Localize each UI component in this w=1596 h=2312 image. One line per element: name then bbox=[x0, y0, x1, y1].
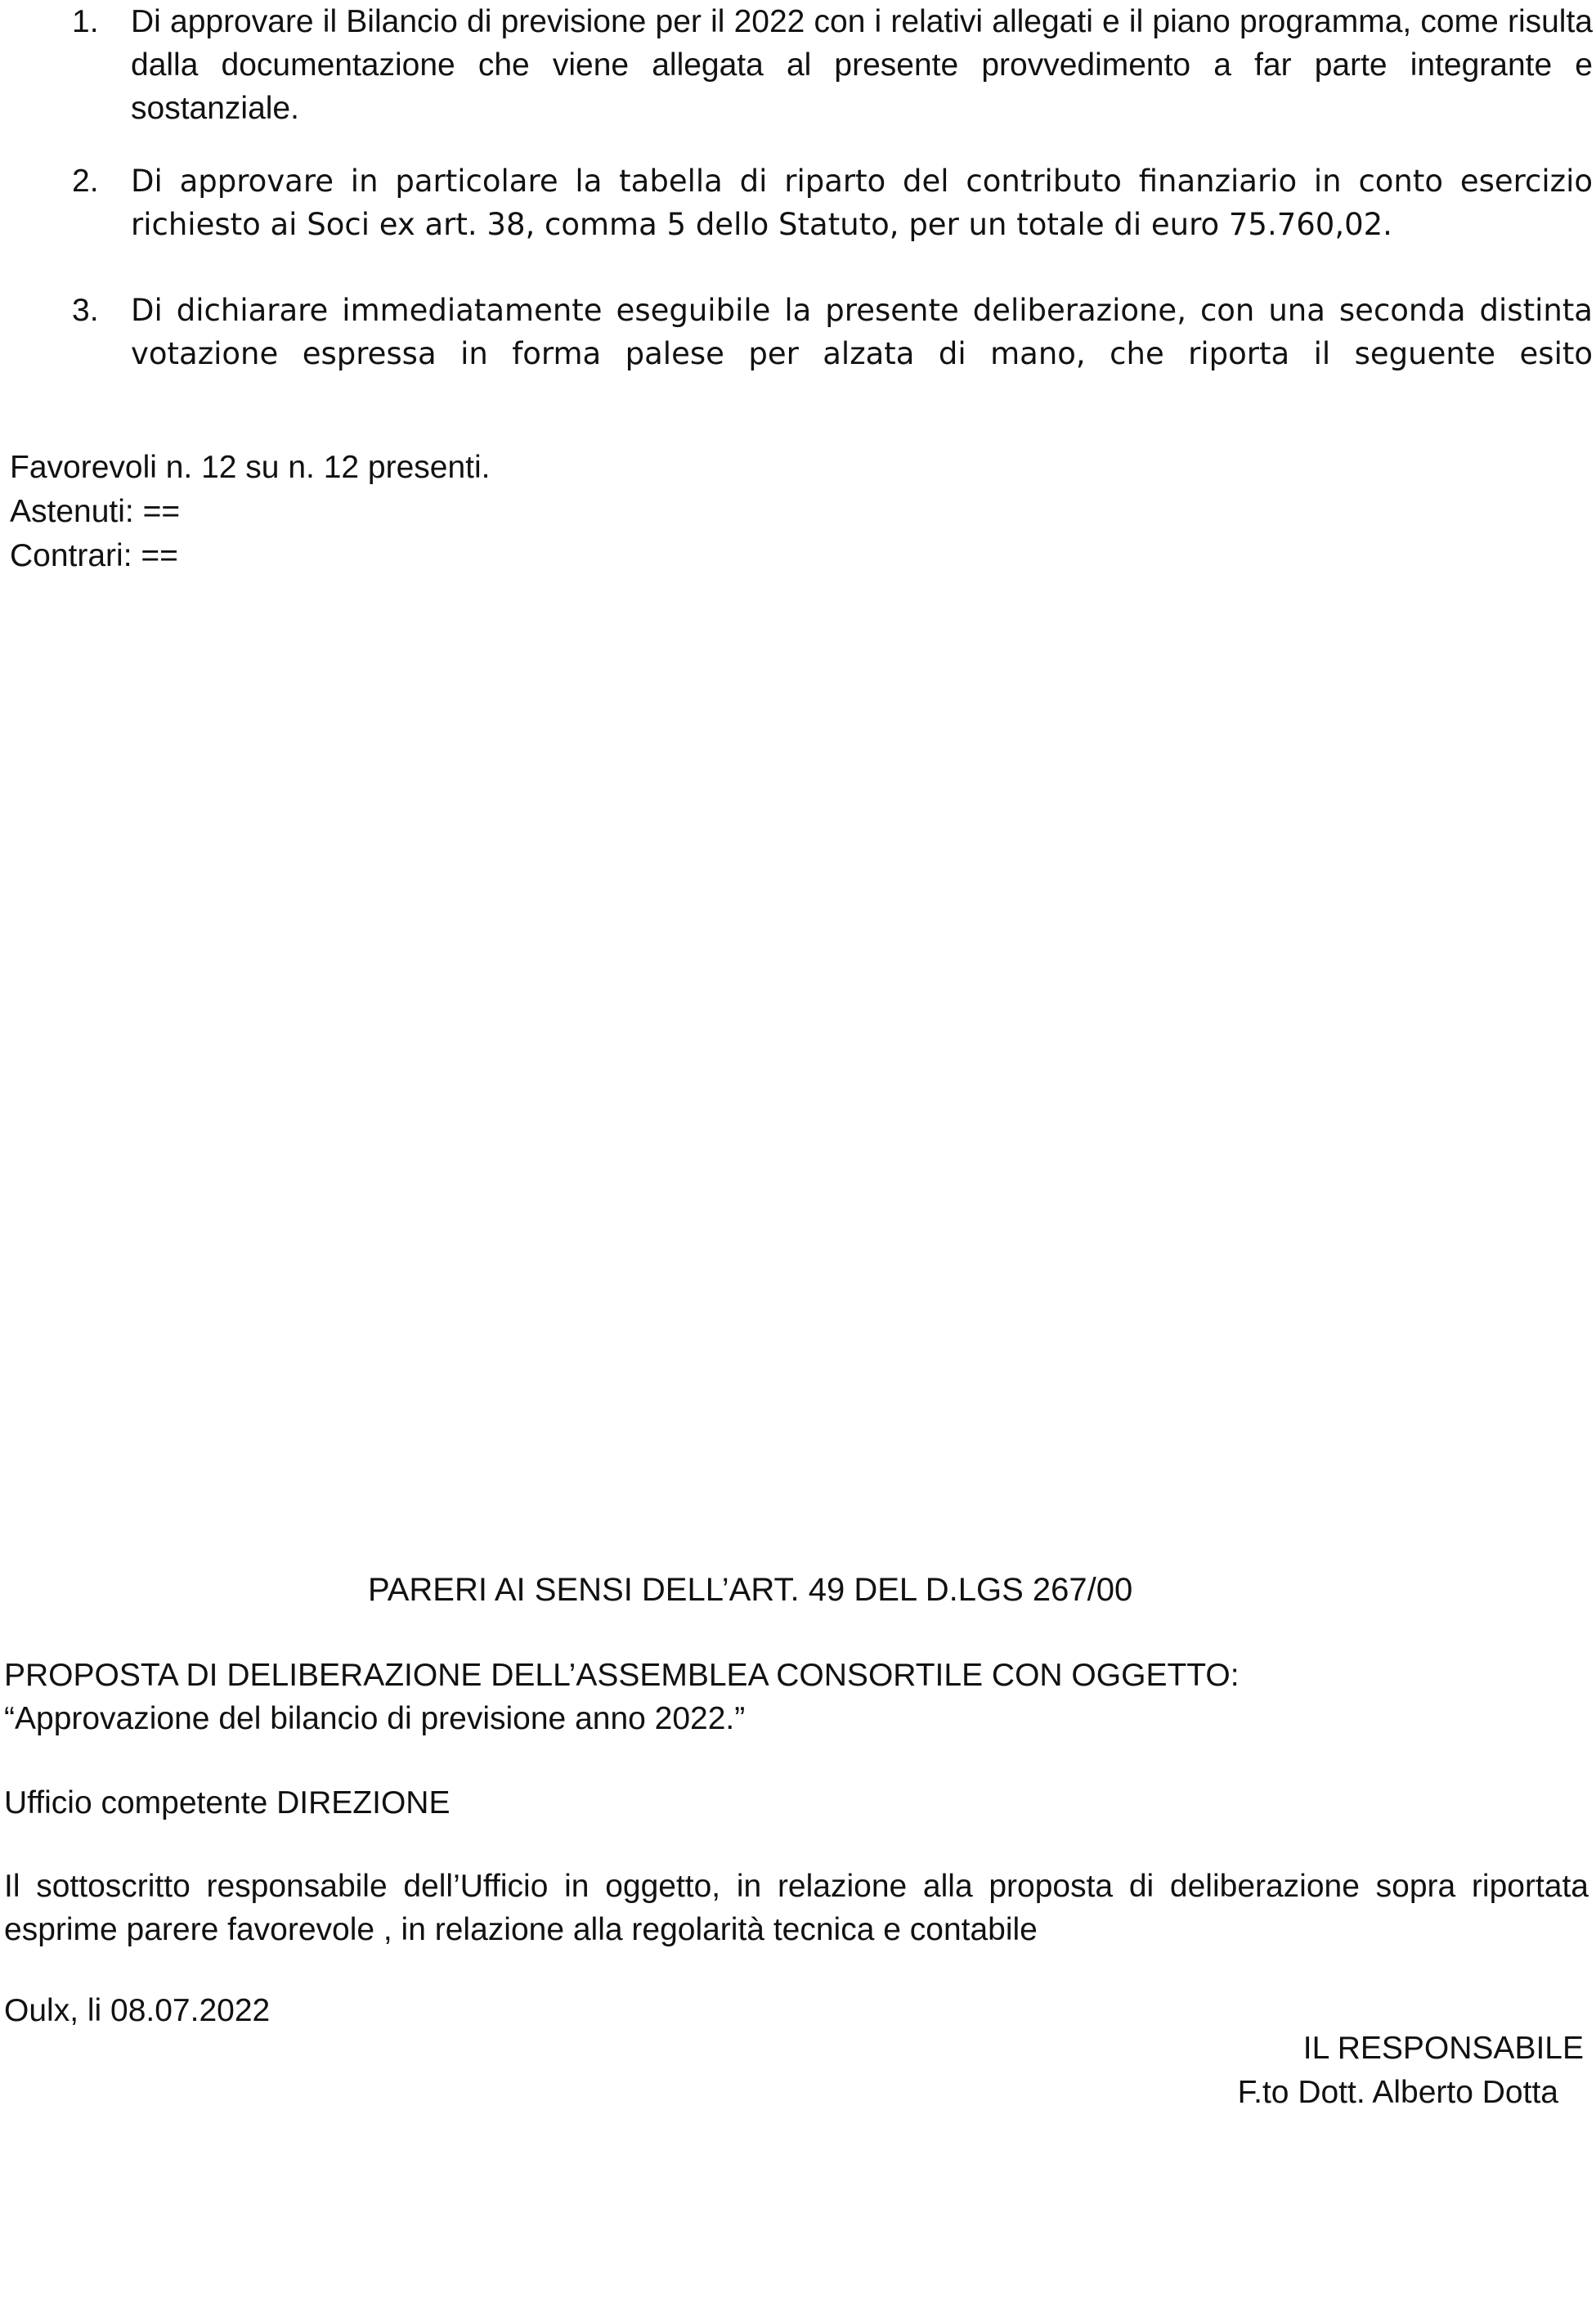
vote-contrari: Contrari: == bbox=[10, 538, 178, 573]
signer-title: IL RESPONSABILE bbox=[1302, 2031, 1584, 2066]
resolution-text: Di approvare in particolare la tabella di riparto del contributo finanziario in conto esercizio richiesto ai Soci ex art. 38, comma 5 dello Statuto, per un totale di euro 75.760,02. bbox=[131, 164, 1593, 242]
resolution-text: Di approvare il Bilancio di previsione per il 2022 con i relativi allegati e il piano programma, come risulta dalla documentazione che viene allegata al presente provvedimento a far parte integrante e sostanziale. bbox=[131, 4, 1593, 126]
signature-block bbox=[1238, 2027, 1584, 2115]
opinions-heading: PARERI AI SENSI DELL’ART. 49 DEL D.LGS 267/00 bbox=[368, 1572, 1133, 1608]
opinion-statement: Il sottoscritto responsabile dell’Ufficio in oggetto, in relazione alla proposta di deliberazione sopra riportata esprime parere favorevole , in relazione alla regolarità tecnica e contabile bbox=[4, 1869, 1589, 1947]
office-line: Ufficio competente DIREZIONE bbox=[4, 1785, 451, 1820]
resolution-number: 3. bbox=[72, 293, 99, 328]
resolution-text: Di dichiarare immediatamente eseguibile la presente deliberazione, con una seconda distinta votazione espressa in forma palese per alzata di mano, che riporta il seguente esito bbox=[131, 293, 1593, 371]
resolution-number: 1. bbox=[72, 4, 99, 39]
vote-favorevoli: Favorevoli n. 12 su n. 12 presenti. bbox=[10, 450, 491, 485]
vote-astenuti: Astenuti: == bbox=[10, 494, 181, 529]
place-date: Oulx, li 08.07.2022 bbox=[4, 1993, 271, 2028]
signer-name: F.to Dott. Alberto Dotta bbox=[1237, 2075, 1558, 2110]
resolution-number: 2. bbox=[72, 164, 99, 199]
proposal-subject bbox=[4, 1654, 1589, 1740]
vote-result bbox=[10, 446, 491, 578]
proposal-object: “Approvazione del bilancio di previsione anno 2022.” bbox=[4, 1701, 746, 1736]
proposal-title: PROPOSTA DI DELIBERAZIONE DELL’ASSEMBLEA CONSORTILE CON OGGETTO: bbox=[4, 1658, 1240, 1693]
